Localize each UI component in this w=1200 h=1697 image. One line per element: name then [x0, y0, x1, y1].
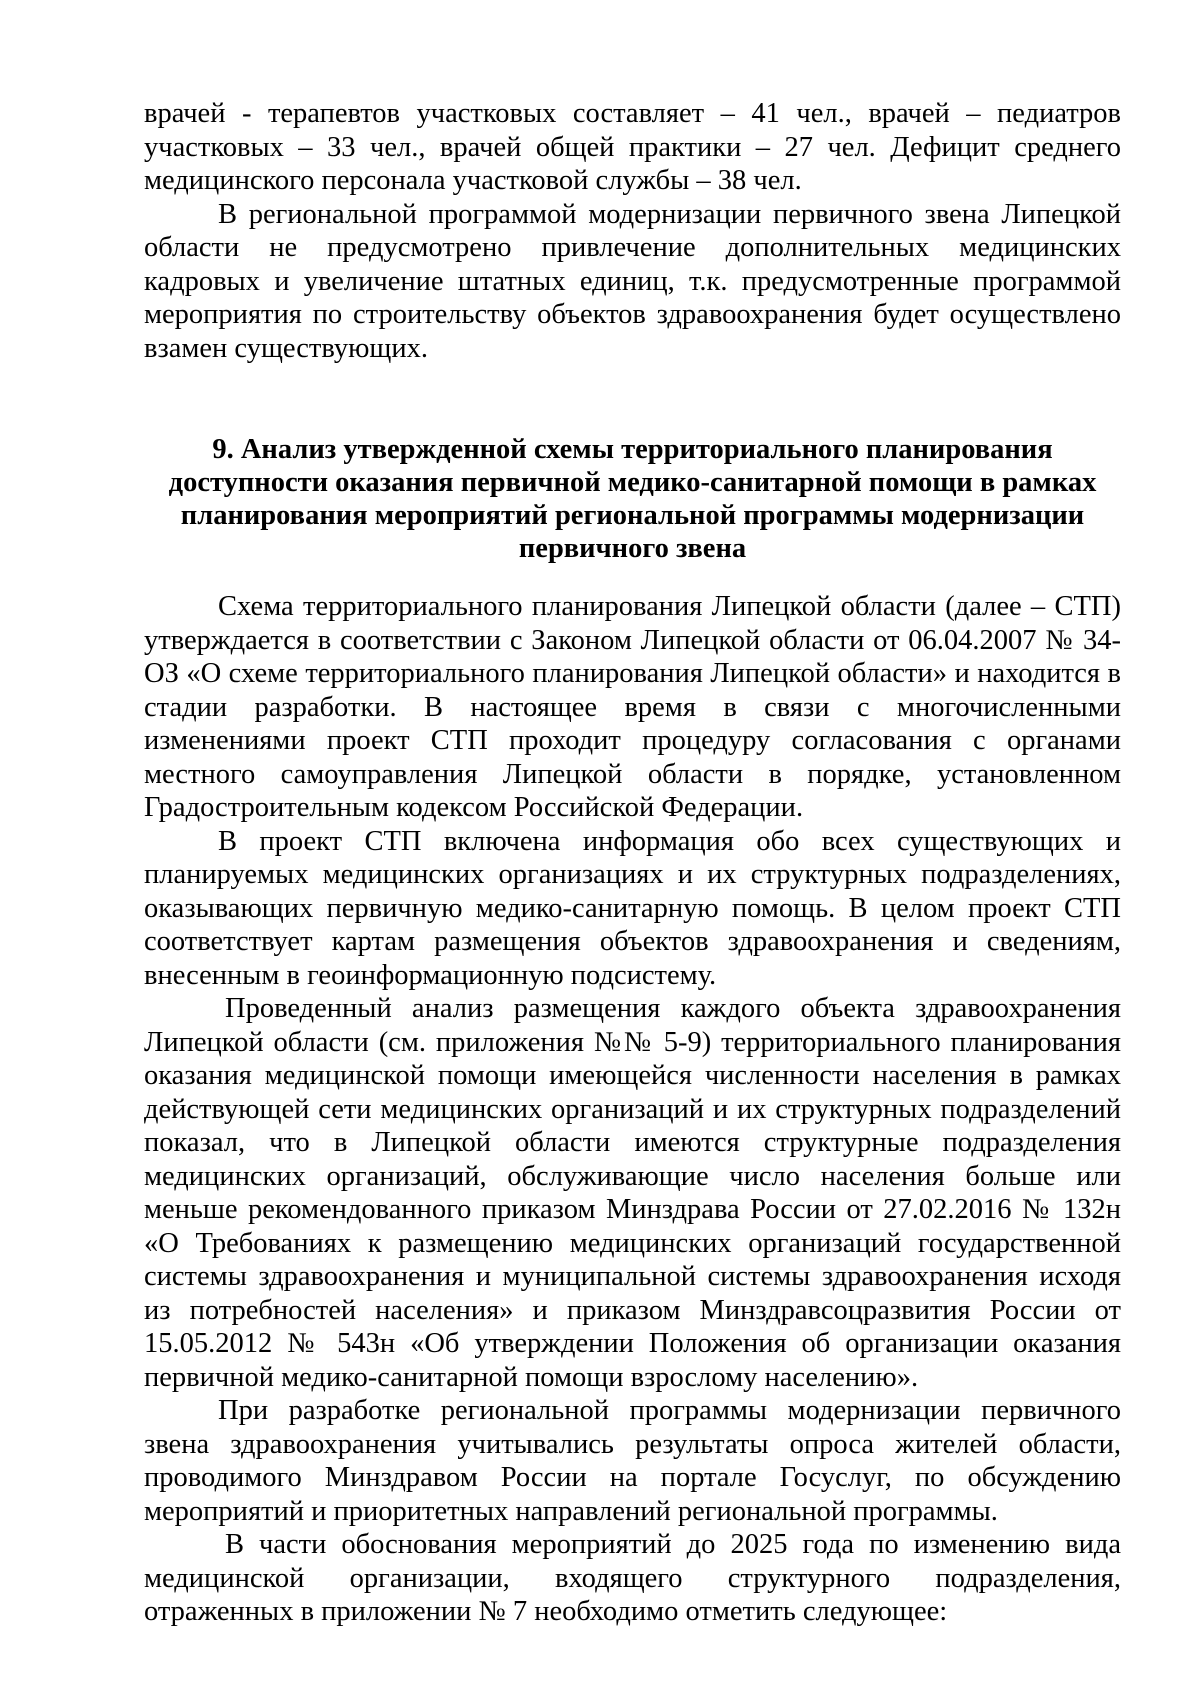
top-text-block: [144, 97, 1121, 365]
paragraph-survey: При разработке региональной программы модернизации первичного звена здравоохранения учитывались результаты опроса жителей области, проводимого Минздравом России на портале Госуслуг, по обсуждению мероприятий и приоритетных направлений региональной программы.: [144, 1395, 1121, 1527]
paragraph-analysis: Проведенный анализ размещения каждого объекта здравоохранения Липецкой области (см. приложения №№ 5-9) территориального планирования оказания медицинской помощи имеющейся численности населения в рамках действующей сети медицинских организаций и их структурных подразделений показал, что в Липецкой области имеются структурные подразделения медицинских организаций, обслуживающие число населения больше или меньше рекомендованного приказом Минздрава России от 27.02.2016 № 132н «О Требованиях к размещению медицинских организаций государственной системы здравоохранения и муниципальной системы здравоохранения исходя из потребностей населения» и приказом Минздравсоцразвития России от 15.05.2012 № 543н «Об утверждении Положения об организации оказания первичной медико-санитарной помощи взрослому населению».: [144, 993, 1121, 1393]
section-heading-line: планирования мероприятий региональной программы модернизации: [180, 500, 1085, 531]
section-heading-line: доступности оказания первичной медико-санитарной помощи в рамках: [168, 467, 1097, 498]
paragraph-staff-deficit: врачей - терапевтов участковых составляет – 41 чел., врачей – педиатров участковых – 33 чел., врачей общей практики – 27 чел. Дефицит среднего медицинского персонала участковой службы – 38 чел.: [144, 98, 1121, 196]
body-text-block: [144, 590, 1121, 1629]
section-heading: [144, 433, 1121, 565]
paragraph-stp-scheme: Схема территориального планирования Липецкой области (далее – СТП) утверждается в соответствии с Законом Липецкой области от 06.04.2007 № 34-ОЗ «О схеме территориального планирования Липецкой области» и находится в стадии разработки. В настоящее время в связи с многочисленными изменениями проект СТП проходит процедуру согласования с органами местного самоуправления Липецкой области в порядке, установленном Градостроительным кодексом Российской Федерации.: [144, 591, 1121, 823]
paragraph-regional-program: В региональной программой модернизации первичного звена Липецкой области не предусмотрено привлечение дополнительных медицинских кадровых и увеличение штатных единиц, т.к. предусмотренные программой мероприятия по строительству объектов здравоохранения будет осуществлено взамен существующих.: [144, 198, 1121, 364]
paragraph-stp-info: В проект СТП включена информация обо всех существующих и планируемых медицинских организациях и их структурных подразделениях, оказывающих первичную медико-санитарную помощь. В целом проект СТП соответствует картам размещения объектов здравоохранения и сведениям, внесенным в геоинформационную подсистему.: [144, 825, 1121, 991]
section-heading-line: первичного звена: [518, 533, 747, 564]
paragraph-measures: В части обоснования мероприятий до 2025 года по изменению вида медицинской организации, входящего структурного подразделения, отраженных в приложении № 7 необходимо отметить следующее:: [144, 1529, 1121, 1627]
section-heading-line: 9. Анализ утвержденной схемы территориального планирования: [212, 434, 1053, 465]
